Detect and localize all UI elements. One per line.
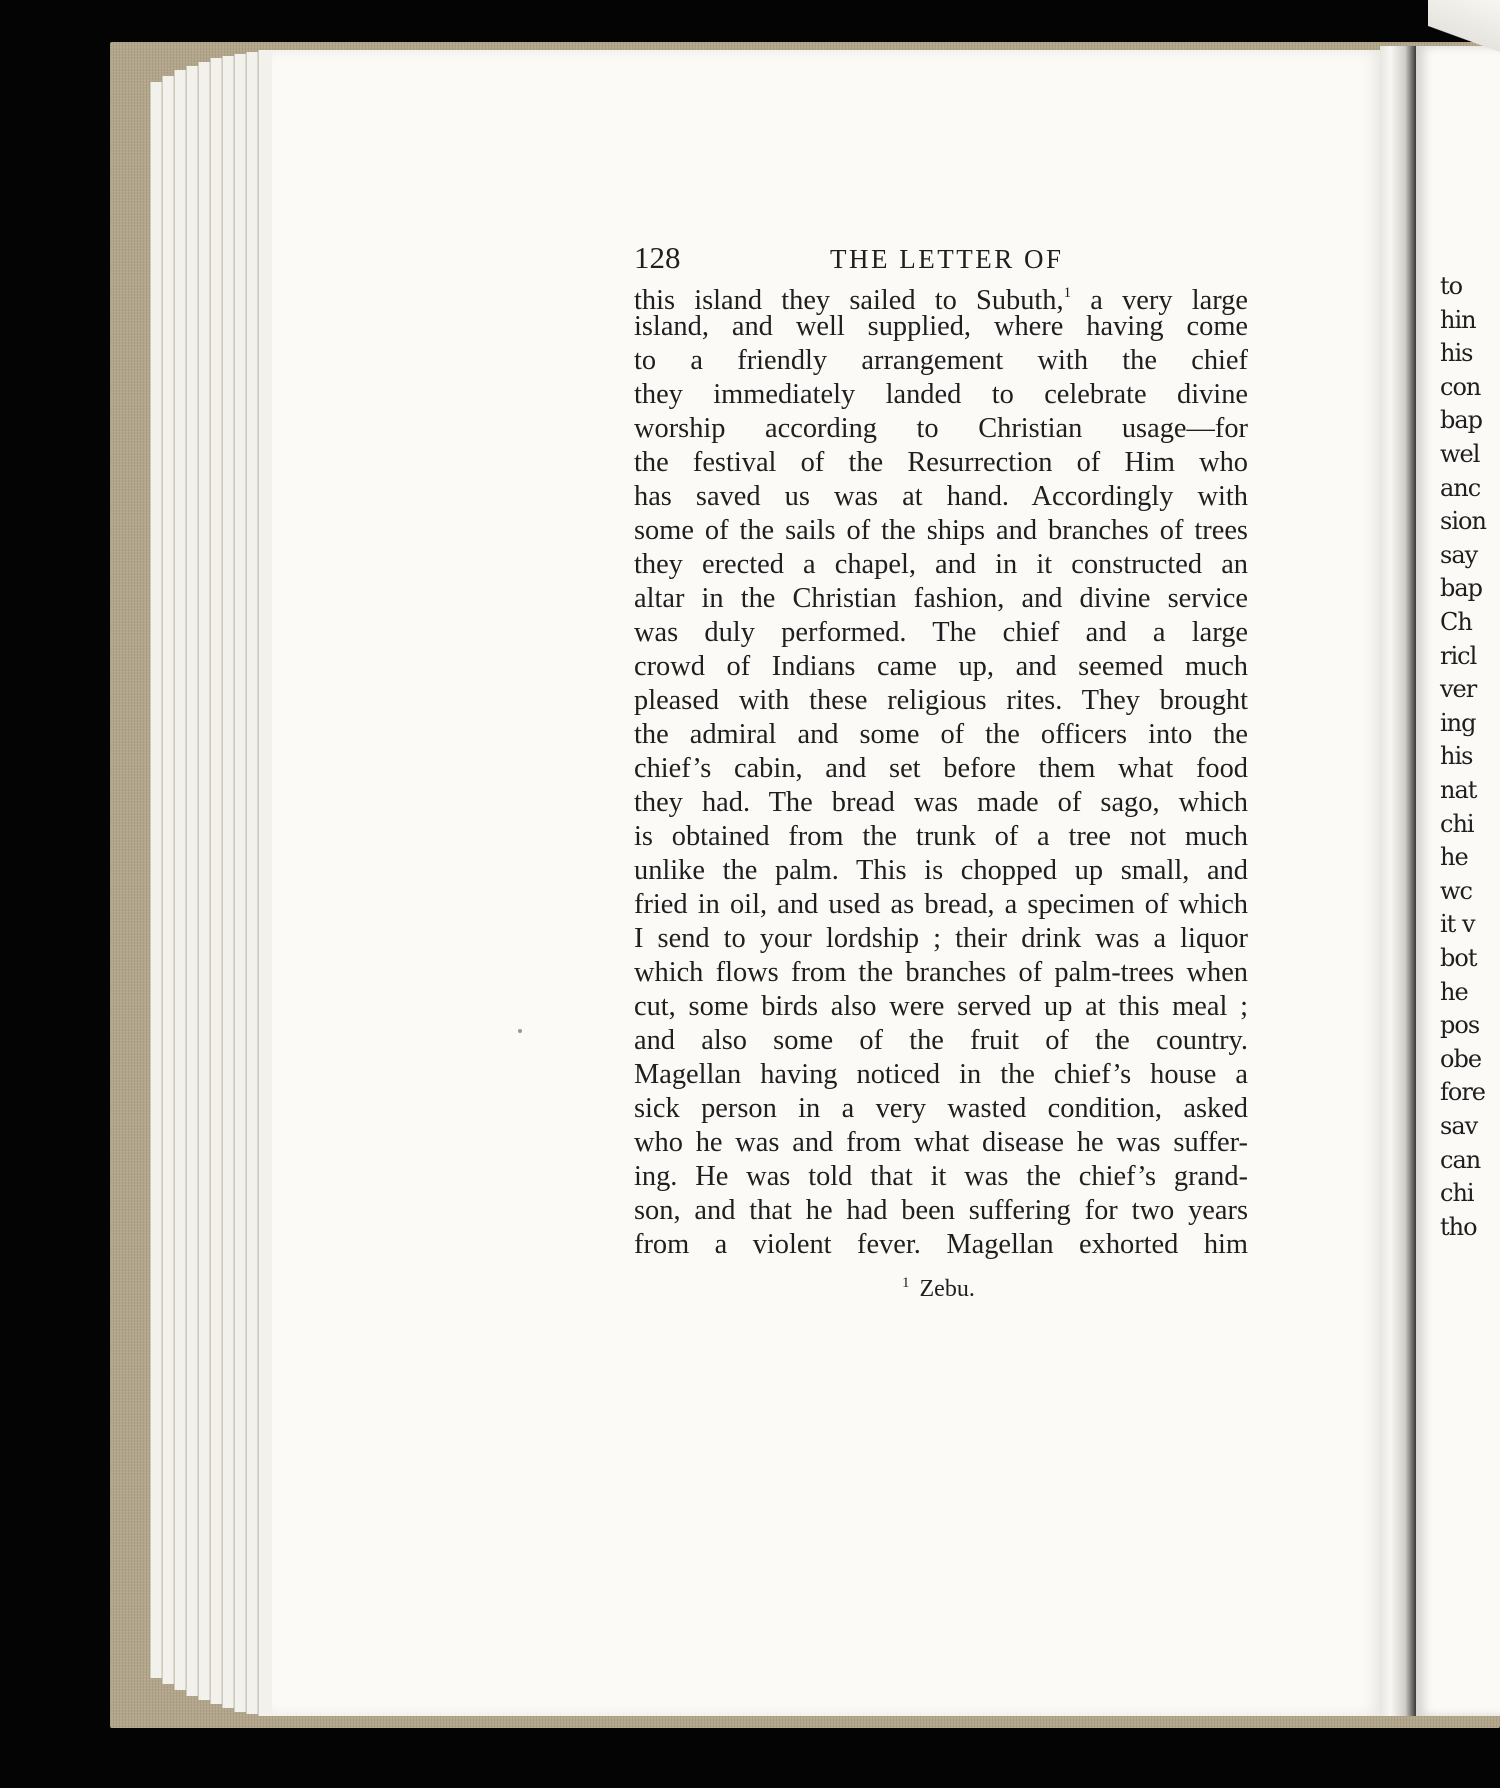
page-corner — [1428, 0, 1500, 60]
body-line: the admiral and some of the officers into the — [634, 719, 1248, 750]
right-page-fragment: ver — [1440, 675, 1477, 704]
right-page-fragment: wel — [1440, 440, 1480, 468]
body-line: chief’s cabin, and set before them what food — [634, 753, 1248, 784]
right-page-fragment: anc — [1440, 473, 1481, 502]
footnote — [902, 1268, 1248, 1302]
body-text — [634, 276, 1248, 1262]
body-line: has saved us was at hand. Accordingly with — [634, 481, 1248, 512]
right-page-fragment: chi — [1440, 809, 1474, 838]
body-line: pleased with these religious rites. They brought — [634, 685, 1248, 716]
page-edge — [198, 62, 210, 1700]
page-edge — [210, 58, 222, 1704]
body-line: who he was and from what disease he was suffer- — [634, 1127, 1248, 1158]
book-gutter — [1380, 46, 1416, 1716]
body-line: island, and well supplied, where having come — [634, 311, 1248, 342]
right-page-fragment: bap — [1440, 574, 1483, 603]
right-page-fragment: chi — [1440, 1179, 1474, 1208]
body-line: altar in the Christian fashion, and divine service — [634, 583, 1248, 614]
right-page-fragment: bap — [1440, 406, 1483, 435]
body-line: fried in oil, and used as bread, a specimen of which — [634, 889, 1248, 920]
paper-speck — [518, 1029, 522, 1033]
page-edge — [222, 56, 234, 1708]
body-line: they erected a chapel, and in it constructed an — [634, 549, 1248, 580]
right-page-fragment: con — [1440, 372, 1481, 401]
body-line: was duly performed. The chief and a large — [634, 617, 1248, 648]
body-line: unlike the palm. This is chopped up small, and — [634, 855, 1248, 886]
running-head — [634, 240, 1248, 276]
body-line: which flows from the branches of palm-trees when — [634, 957, 1248, 988]
right-page-fragment: tho — [1440, 1212, 1477, 1241]
page-number: 128 — [634, 240, 681, 275]
right-page-fragment: sav — [1440, 1112, 1478, 1140]
page-text — [634, 240, 1248, 1302]
running-title: THE LETTER OF — [830, 244, 1064, 274]
body-line: from a violent fever. Magellan exhorted him — [634, 1229, 1248, 1260]
body-line: they immediately landed to celebrate divine — [634, 379, 1248, 410]
right-page-fragment: to — [1440, 272, 1463, 300]
footnote-text: Zebu. — [919, 1276, 975, 1302]
body-line: this island they sailed to Subuth,$^1$ a very large — [634, 285, 1248, 316]
body-line: Magellan having noticed in the chief’s house a — [634, 1059, 1248, 1090]
right-page-fragment: Ch — [1440, 608, 1472, 636]
right-page-fragment: fore — [1440, 1078, 1486, 1107]
right-page-fragment: he — [1440, 843, 1468, 872]
body-line: I send to your lordship ; their drink was a liquor — [634, 923, 1248, 954]
body-line: and also some of the fruit of the country. — [634, 1025, 1248, 1056]
right-page-fragment: his — [1440, 339, 1473, 368]
right-page-fragment: hin — [1440, 305, 1476, 334]
body-line: ing. He was told that it was the chief’s grand- — [634, 1161, 1248, 1192]
body-line: sick person in a very wasted condition, asked — [634, 1093, 1248, 1124]
right-page — [1416, 46, 1500, 1716]
right-page-fragment: sion — [1440, 507, 1486, 536]
page-edge — [174, 70, 186, 1690]
page-edge — [234, 54, 246, 1712]
body-line: the festival of the Resurrection of Him who — [634, 447, 1248, 478]
right-page-fragment: pos — [1440, 1011, 1480, 1040]
right-page-fragment: ing — [1440, 708, 1476, 737]
body-line: to a friendly arrangement with the chief — [634, 345, 1248, 376]
right-page-fragment: bot — [1440, 944, 1477, 972]
body-line: cut, some birds also were served up at this meal ; — [634, 991, 1248, 1022]
right-page-fragment: he — [1440, 977, 1468, 1006]
page-edge — [162, 76, 174, 1684]
right-page-fragment: nat — [1440, 776, 1477, 804]
body-line: they had. The bread was made of sago, which — [634, 787, 1248, 818]
body-line: is obtained from the trunk of a tree not much — [634, 821, 1248, 852]
body-line: crowd of Indians came up, and seemed much — [634, 651, 1248, 682]
right-page-fragment: wc — [1440, 876, 1472, 905]
body-line: some of the sails of the ships and branches of trees — [634, 515, 1248, 546]
right-page-fragment: ricl — [1440, 641, 1477, 670]
footnote-reference: 1 — [1063, 285, 1072, 301]
page-edge — [150, 82, 162, 1678]
right-page-fragment: it v — [1440, 910, 1475, 939]
right-page-fragment: say — [1440, 540, 1478, 569]
body-line: worship according to Christian usage—for — [634, 413, 1248, 444]
footnote-mark: 1 — [902, 1275, 910, 1291]
right-page-fragment: obe — [1440, 1044, 1482, 1073]
body-line: son, and that he had been suffering for two years — [634, 1195, 1248, 1226]
page-edge — [246, 52, 258, 1714]
page-edge — [186, 66, 198, 1696]
right-page-fragment: can — [1440, 1145, 1481, 1174]
right-page-fragment: his — [1440, 742, 1473, 771]
